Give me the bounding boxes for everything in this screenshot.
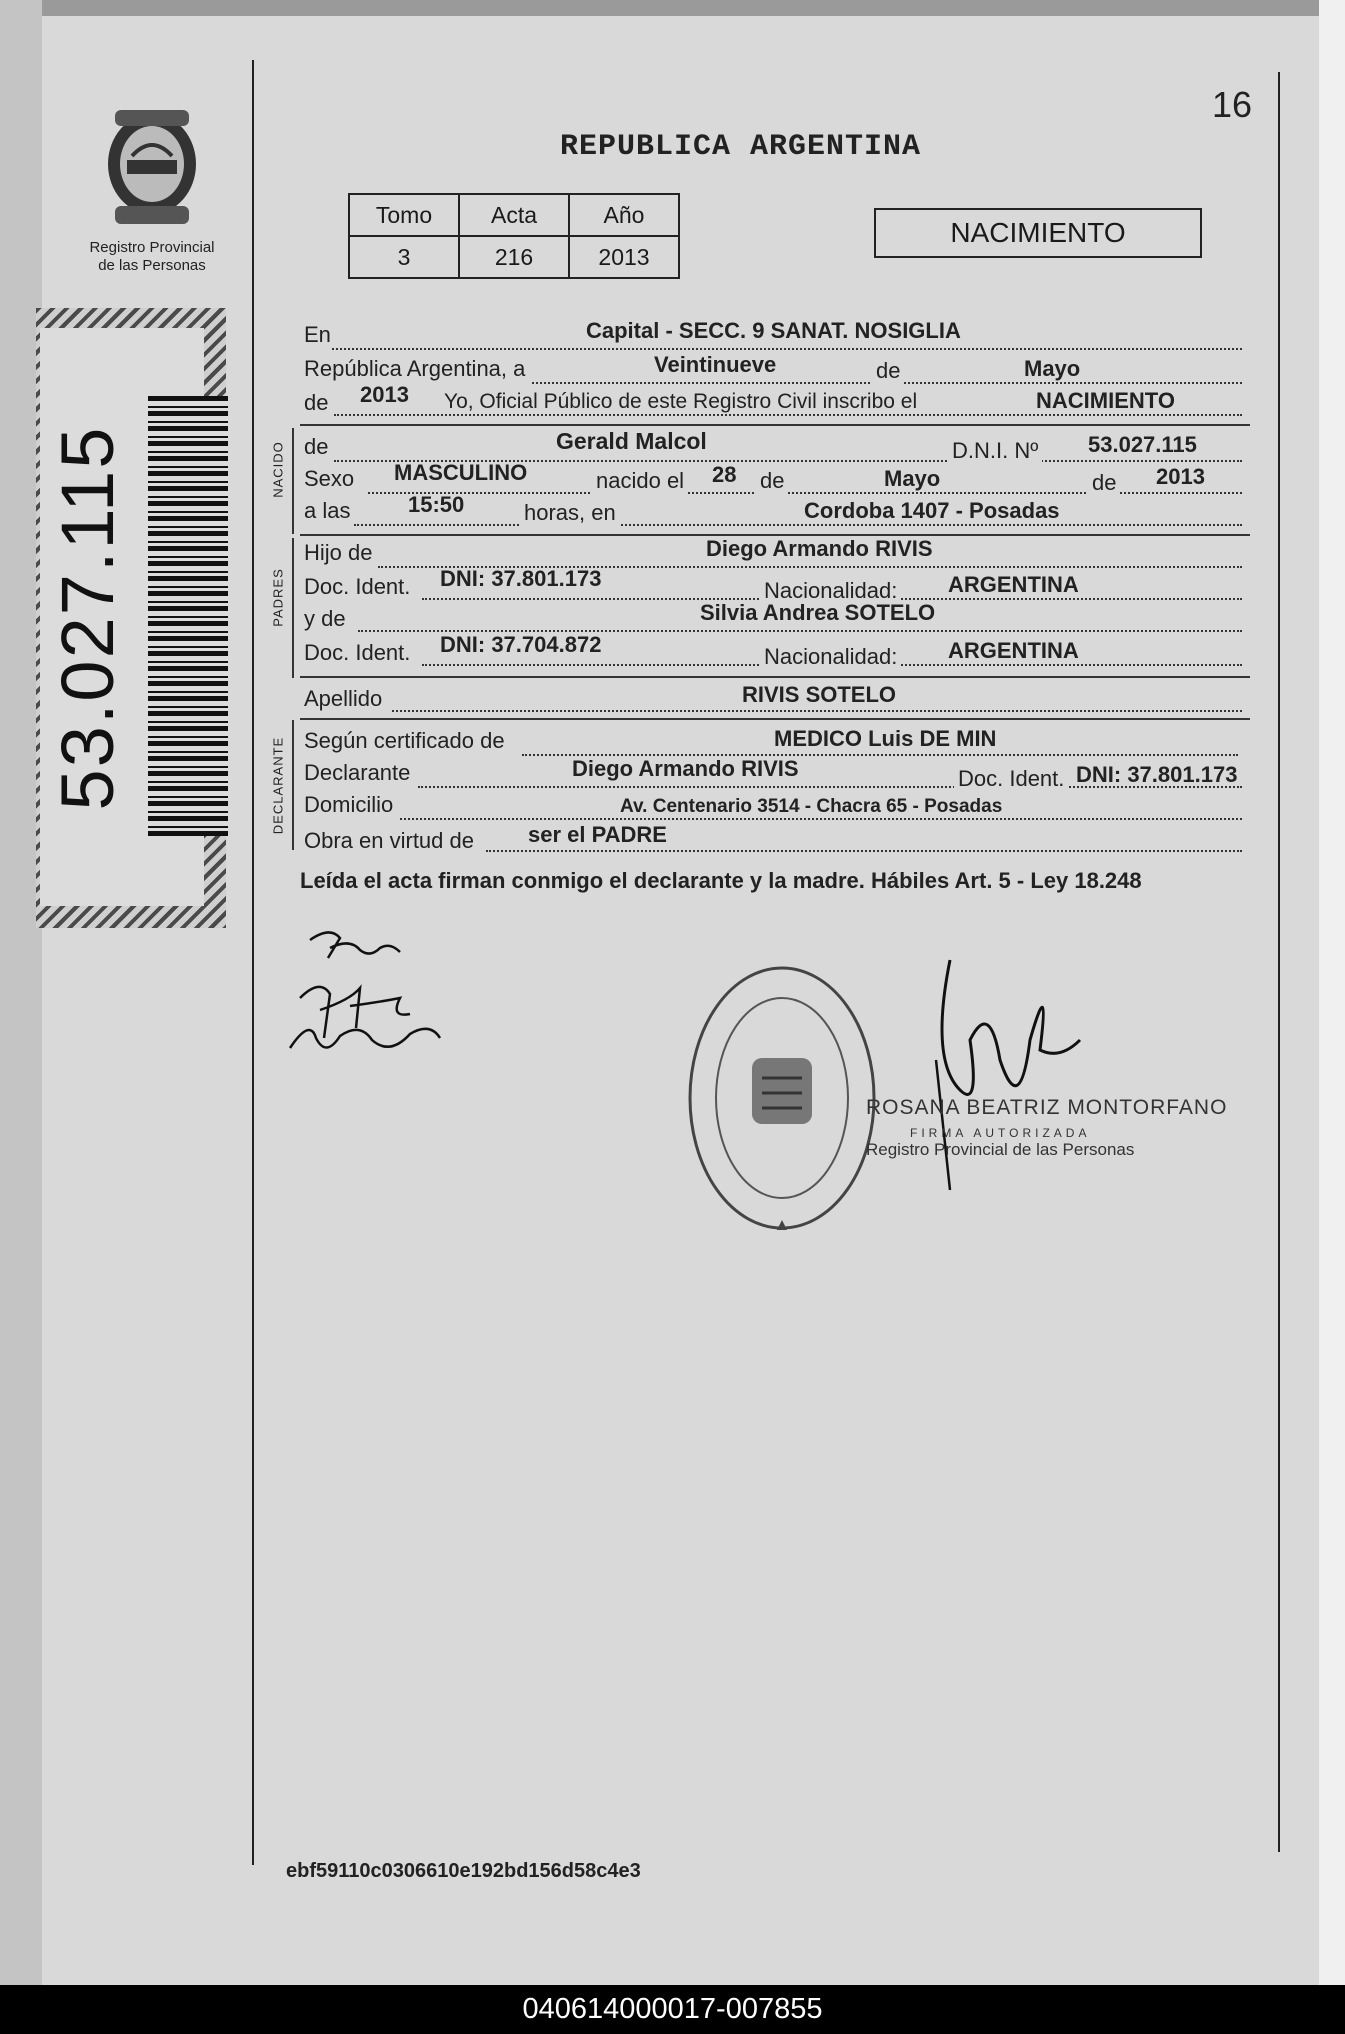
label-doc-ident-mother: Doc. Ident. [304, 640, 414, 666]
document-type-box: NACIMIENTO [874, 208, 1202, 258]
scan-right-edge [1319, 0, 1345, 1985]
section-label-nacido: NACIDO [270, 441, 286, 498]
value-mother-name: Silvia Andrea SOTELO [700, 600, 936, 625]
parents-signatures-icon [280, 918, 460, 1078]
label-doc-ident-declarant: Doc. Ident. [954, 766, 1068, 792]
official-registry: Registro Provincial de las Personas [866, 1140, 1135, 1159]
official-name: ROSANA BEATRIZ MONTORFANO [866, 1096, 1228, 1119]
value-sex: MASCULINO [394, 460, 528, 485]
label-nacido-el: nacido el [592, 468, 688, 494]
scan-left-edge [0, 0, 42, 1985]
form-row-declarant [304, 756, 1248, 791]
label-de-birth-year: de [1088, 470, 1120, 496]
sticker-dni-number: 53.027.115 [46, 425, 129, 811]
value-declarant-name: Diego Armando RIVIS [572, 756, 799, 781]
label-horas-en: horas, en [520, 500, 620, 526]
header-acta: Acta [459, 194, 569, 236]
barcode-icon [148, 396, 228, 836]
label-apellido: Apellido [304, 686, 386, 712]
form-row-capacity [304, 824, 1248, 854]
official-signature-icon [890, 940, 1110, 1200]
label-obra-en-virtud: Obra en virtud de [304, 828, 478, 854]
value-day-words: Veintinueve [654, 352, 777, 377]
value-declarant-dni: DNI: 37.801.173 [1076, 762, 1238, 787]
value-anio: 2013 [569, 236, 679, 278]
label-de-birth-month: de [756, 468, 788, 494]
value-child-dni: 53.027.115 [1088, 432, 1197, 457]
form-row-place [304, 318, 1248, 352]
value-capacity: ser el PADRE [528, 822, 667, 847]
label-doc-ident-father: Doc. Ident. [304, 574, 414, 600]
label-de-year: de [304, 390, 332, 416]
section-label-padres: PADRES [270, 568, 286, 627]
value-father-dni: DNI: 37.801.173 [440, 566, 602, 591]
label-oficial: Yo, Oficial Público de este Registro Civil inscribo el [440, 390, 921, 414]
registry-logo [78, 104, 226, 284]
logo-caption-line2: de las Personas [98, 257, 206, 274]
scan-top-edge [40, 0, 1330, 16]
value-mother-nationality: ARGENTINA [948, 638, 1079, 663]
form-row-mother [304, 600, 1248, 634]
official-block [866, 1096, 1227, 1160]
value-birth-day: 28 [712, 462, 737, 487]
value-birth-place: Cordoba 1407 - Posadas [804, 498, 1060, 523]
right-margin-line [1278, 72, 1280, 1852]
label-a-las: a las [304, 498, 354, 524]
label-nacionalidad-father: Nacionalidad: [760, 578, 901, 604]
provincial-seal-icon [97, 104, 207, 234]
form-row-mother-doc [304, 632, 1248, 669]
registry-table [348, 193, 680, 279]
label-republica: República Argentina, a [304, 356, 529, 382]
value-surname: RIVIS SOTELO [742, 682, 897, 707]
label-nacionalidad-mother: Nacionalidad: [760, 644, 901, 670]
form-row-surname [304, 684, 1248, 714]
value-child-name: Gerald Malcol [556, 428, 707, 454]
label-declarante: Declarante [304, 760, 414, 786]
value-birth-time: 15:50 [408, 492, 465, 517]
form-row-inscription [304, 382, 1248, 418]
form-row-date [304, 352, 1248, 386]
value-year: 2013 [360, 382, 409, 407]
form-row-address [304, 792, 1248, 822]
value-address: Av. Centenario 3514 - Chacra 65 - Posadas [620, 796, 1003, 817]
form-row-certificate [304, 728, 1248, 758]
closing-statement: Leída el acta firman conmigo el declarante y la madre. Hábiles Art. 5 - Ley 18.248 [300, 868, 1142, 893]
value-certificate-doctor: MEDICO Luis DE MIN [774, 726, 997, 751]
label-y-de: y de [304, 606, 350, 632]
value-birth-month: Mayo [884, 466, 941, 491]
value-month: Mayo [1024, 356, 1081, 381]
page-number: 16 [1212, 84, 1253, 125]
value-tomo: 3 [349, 236, 459, 278]
label-hijo-de: Hijo de [304, 540, 376, 566]
footer-id-bar: 040614000017-007855 [0, 1985, 1345, 2034]
left-margin-line [252, 60, 254, 1865]
header-anio: Año [569, 194, 679, 236]
form-row-father-doc [304, 566, 1248, 603]
document-hash: ebf59110c0306610e192bd156d58c4e3 [286, 1860, 641, 1882]
value-place: Capital - SECC. 9 SANAT. NOSIGLIA [586, 318, 961, 343]
value-act-type: NACIMIENTO [1036, 388, 1175, 413]
section-label-declarante: DECLARANTE [270, 736, 286, 835]
logo-caption-line1: Registro Provincial [89, 239, 215, 256]
label-de-month: de [872, 358, 904, 384]
header-tomo: Tomo [349, 194, 459, 236]
value-father-nationality: ARGENTINA [948, 572, 1079, 597]
label-dni: D.N.I. Nº [948, 438, 1042, 464]
dni-barcode-sticker [36, 308, 226, 928]
label-de-name: de [304, 434, 332, 460]
value-birth-year: 2013 [1156, 464, 1205, 489]
registry-stamp-icon [672, 958, 892, 1238]
label-segun-certificado: Según certificado de [304, 728, 509, 754]
country-title: REPUBLICA ARGENTINA [560, 130, 922, 164]
value-father-name: Diego Armando RIVIS [706, 536, 933, 561]
official-role: FIRMA AUTORIZADA [910, 1126, 1091, 1140]
label-sexo: Sexo [304, 466, 358, 492]
value-mother-dni: DNI: 37.704.872 [440, 632, 602, 657]
value-acta: 216 [459, 236, 569, 278]
label-domicilio: Domicilio [304, 792, 397, 818]
form-row-time [304, 492, 1248, 528]
label-en: En [304, 322, 335, 348]
